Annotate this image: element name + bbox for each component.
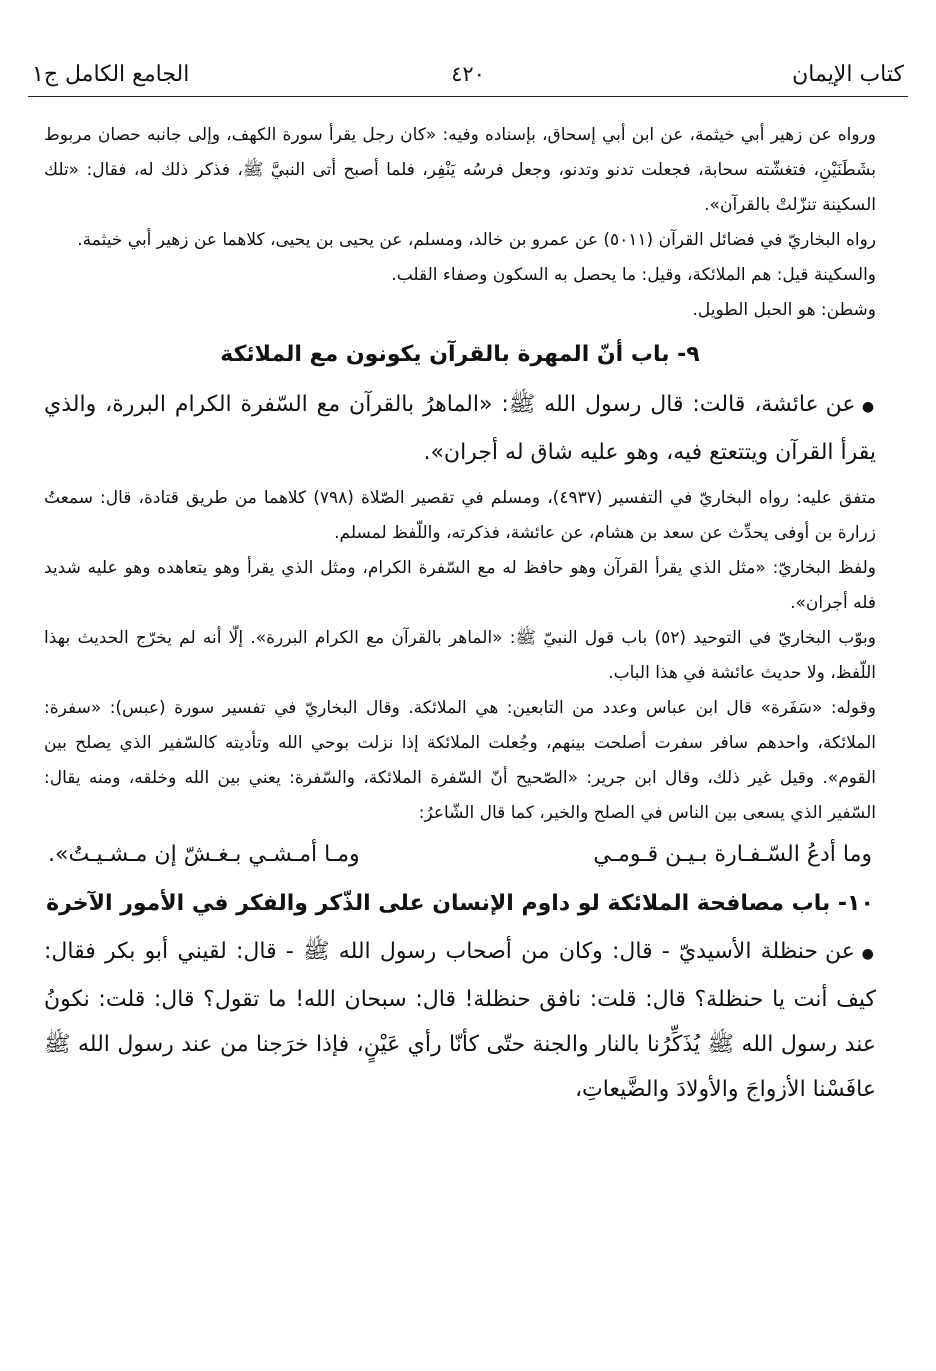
chapter-heading-9: ٩- باب أنّ المهرة بالقرآن يكونون مع الملائكة [220, 342, 700, 367]
poetry-verse [44, 831, 876, 879]
paragraph-sakina: والسكينة قيل: هم الملائكة، وقيل: ما يحصل به السكون وصفاء القلب. [391, 265, 876, 285]
book-title: الجامع الكامل ج١ [32, 62, 190, 87]
verse-first-hemistich: وما أدعُ السّـفـارة بـيـن قـومـي [593, 842, 872, 867]
paragraph-safara: وقوله: «سَفَرة» قال ابن عباس وعدد من التابعين: هي الملائكة. وقال البخاريّ في تفسير سورة (عبس): «سفرة: الملائكة، واحدهم سافر سفرت أصلحت بينهم، وجُعلت الملائكة إذا نزلت بوحي الله وتأديته كالسّفير الذي يصلح بين القوم». وقيل غير ذلك، وقال ابن جرير: «الصّحيح أنّ السّفرة الملائكة، والسّفرة: يعني بين الله وخلقه، ومنه يقال: السّفير الذي يسعى بين الناس في الصلح والخير، كما قال الشّاعرُ: [44, 698, 876, 823]
paragraph-narration: ورواه عن زهير أبي خيثمة، عن ابن أبي إسحاق، بإسناده وفيه: «كان رجل يقرأ سورة الكهف، وإلى جانبه حصان مربوط بشَطَنَيْنِ، فتغشّته سحابة، فجعلت تدنو وتدنو، وجعل فرسُه يَنْفِر، فلما أصبح أتى النبيَّ ﷺ، فذكر ذلك له، فقال: «تلك السكينة تنزّلتْ بالقرآن». [44, 125, 876, 215]
chapter-heading-10: ١٠- باب مصافحة الملائكة لو داوم الإنسان على الذّكر والفكر في الأمور الآخرة [46, 891, 874, 916]
paragraph-bukhari-chapter: وبوّب البخاريّ في التوحيد (٥٢) باب قول النبيّ ﷺ: «الماهر بالقرآن مع الكرام البررة». إلّا أنه لم يخرّج الحديث بهذا اللّفظ، ولا حديث عائشة في هذا الباب. [44, 628, 876, 683]
paragraph-source: رواه البخاريّ في فضائل القرآن (٥٠١١) عن عمرو بن خالد، ومسلم، عن يحيى بن يحيى، كلاهما عن زهير أبي خيثمة. [77, 230, 876, 250]
page-body [44, 118, 876, 1112]
paragraph-shatan: وشطن: هو الحبل الطويل. [692, 300, 876, 320]
page-number: ٤٢٠ [451, 62, 485, 86]
book-section-title: كتاب الإيمان [792, 62, 904, 87]
verse-second-hemistich: ومـا أمـشـي بـغـشّ إن مـشـيـتُ». [48, 842, 360, 867]
hadith-aisha: ● عن عائشة، قالت: قال رسول الله ﷺ: «الماهرُ بالقرآن مع السّفرة الكرام البررة، والذي يقرأ القرآن ويتتعتع فيه، وهو عليه شاق له أجران». [44, 382, 876, 475]
paragraph-agreed-upon: متفق عليه: رواه البخاريّ في التفسير (٤٩٣٧)، ومسلم في تقصير الصّلاة (٧٩٨) كلاهما من طريق قتادة، قال: سمعتُ زرارة بن أوفى يحدِّث عن سعد بن هشام، عن عائشة، فذكرته، واللّفظ لمسلم. [44, 488, 876, 543]
page-header [28, 58, 908, 97]
hadith-hanzala: ● عن حنظلة الأسيديّ - قال: وكان من أصحاب رسول الله ﷺ - قال: لقيني أبو بكر فقال: كيف أنت يا حنظلة؟ قال: قلت: نافق حنظلة! قال: سبحان الله! ما تقول؟ قال: قلت: نكونُ عند رسول الله ﷺ يُذَكِّرُنا بالنار والجنة حتّى كأنّا رأي عَيْنٍ، فإذا خرَجنا من عند رسول الله ﷺ عافَسْنا الأزواجَ والأولادَ والضَّيعاتِ، [44, 929, 876, 1112]
paragraph-bukhari-wording: ولفظ البخاريّ: «مثل الذي يقرأ القرآن وهو حافظ له مع السّفرة الكرام، ومثل الذي يقرأ وهو يتعاهده وهو عليه شديد فله أجران». [44, 558, 876, 613]
